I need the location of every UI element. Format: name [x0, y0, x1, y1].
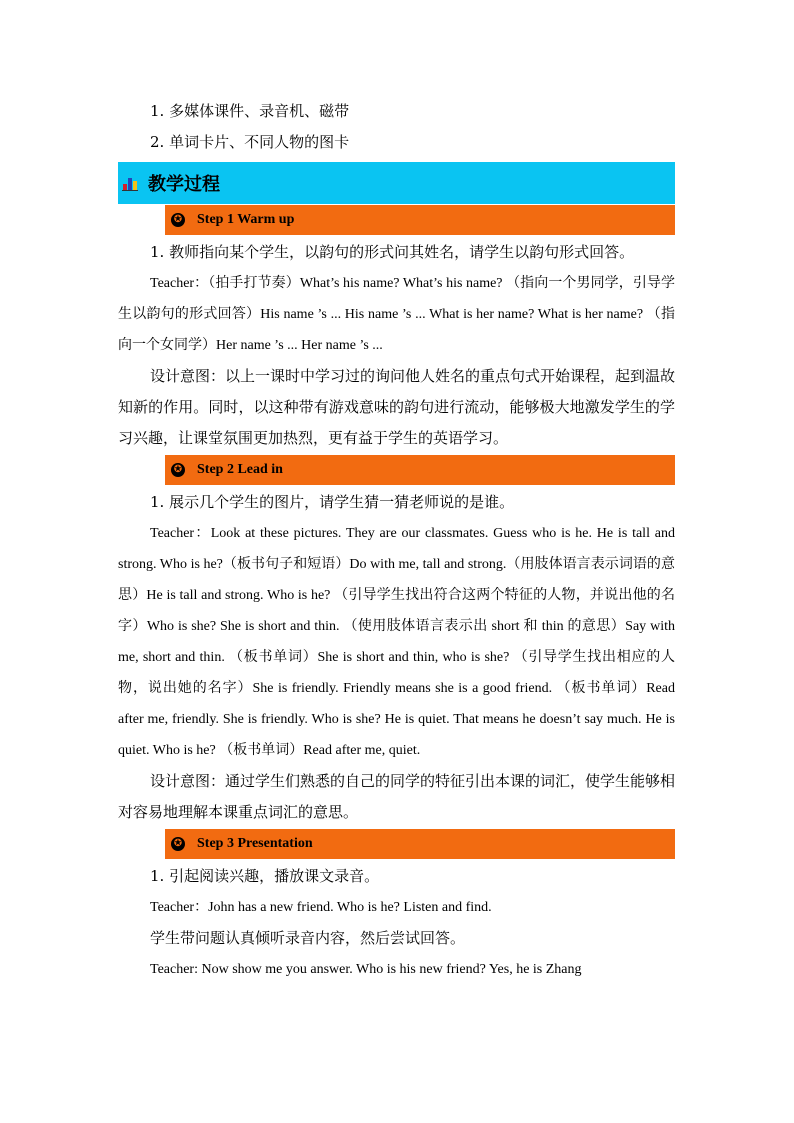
paragraph: 设计意图：以上一课时中学习过的询问他人姓名的重点句式开始课程，起到温故知新的作用。同时，以这种带有游戏意味的韵句进行流动，能够极大地激发学生的学习兴趣，让课堂氛围更加热烈，更有益于学生的英语学习。: [118, 367, 676, 447]
document-page: [118, 96, 675, 985]
paragraph: Teacher：John has a new friend. Who is he? Listen and find.: [150, 900, 492, 915]
paragraph: 学生带问题认真倾听录音内容，然后尝试回答。: [150, 929, 466, 947]
paragraph: 1. 教师指向某个学生，以韵句的形式问其姓名，请学生以韵句形式回答。: [150, 243, 635, 261]
paragraph: 1. 展示几个学生的图片，请学生猜一猜老师说的是谁。: [150, 493, 515, 511]
step-title: Step 1 Warm up: [197, 212, 295, 227]
step-title: Step 2 Lead in: [197, 462, 283, 477]
star-bullet-icon: ✪: [171, 837, 185, 851]
section-title: 教学过程: [148, 174, 220, 195]
materials-item-1: 1. 多媒体课件、录音机、磁带: [150, 102, 350, 120]
step-header-lead-in: [165, 455, 675, 485]
step-title: Step 3 Presentation: [197, 836, 313, 851]
section-header: [118, 162, 675, 204]
star-bullet-icon: ✪: [171, 463, 185, 477]
step-header-warm-up: [165, 205, 675, 235]
step-header-presentation: [165, 829, 675, 859]
paragraph: Teacher：Look at these pictures. They are our classmates. Guess who is he. He is tall and strong. Who is he?（板书句子和短语）Do with me, tall and strong.（用肢体语言表示词语的意思）He is tall and strong. Who is he? （引导学生找出符合这两个特征的人物，并说出他的名字）Who is she? She is short and thin. （使用肢体语言表示出 short 和 thin 的意思）Say with me, short and thin. （板书单词）She is short and thin, who is she? （引导学生找出相应的人物，说出她的名字）She is friendly. Friendly means she is a good friend. （板书单词）Read after me, friendly. She is friendly. Who is she? He is quiet. That means he doesn’t say much. He is quiet. Who is he? （板书单词）Read after me, quiet.: [118, 526, 675, 758]
star-bullet-icon: ✪: [171, 213, 185, 227]
stacked-bars-icon: [122, 175, 138, 191]
paragraph: 设计意图：通过学生们熟悉的自己的同学的特征引出本课的词汇，使学生能够相对容易地理解本课重点词汇的意思。: [118, 772, 676, 821]
materials-item-2: 2. 单词卡片、不同人物的图卡: [150, 133, 350, 151]
paragraph: Teacher: Now show me you answer. Who is his new friend? Yes, he is Zhang: [150, 962, 582, 977]
paragraph: 1. 引起阅读兴趣，播放课文录音。: [150, 867, 380, 885]
paragraph: Teacher：（拍手打节奏）What’s his name? What’s his name? （指向一个男同学，引导学生以韵句的形式回答）His name ’s ... His name ’s ... What is her name? What is her name? （指向一个女同学）Her name ’s ... Her name ’s ...: [118, 276, 675, 353]
